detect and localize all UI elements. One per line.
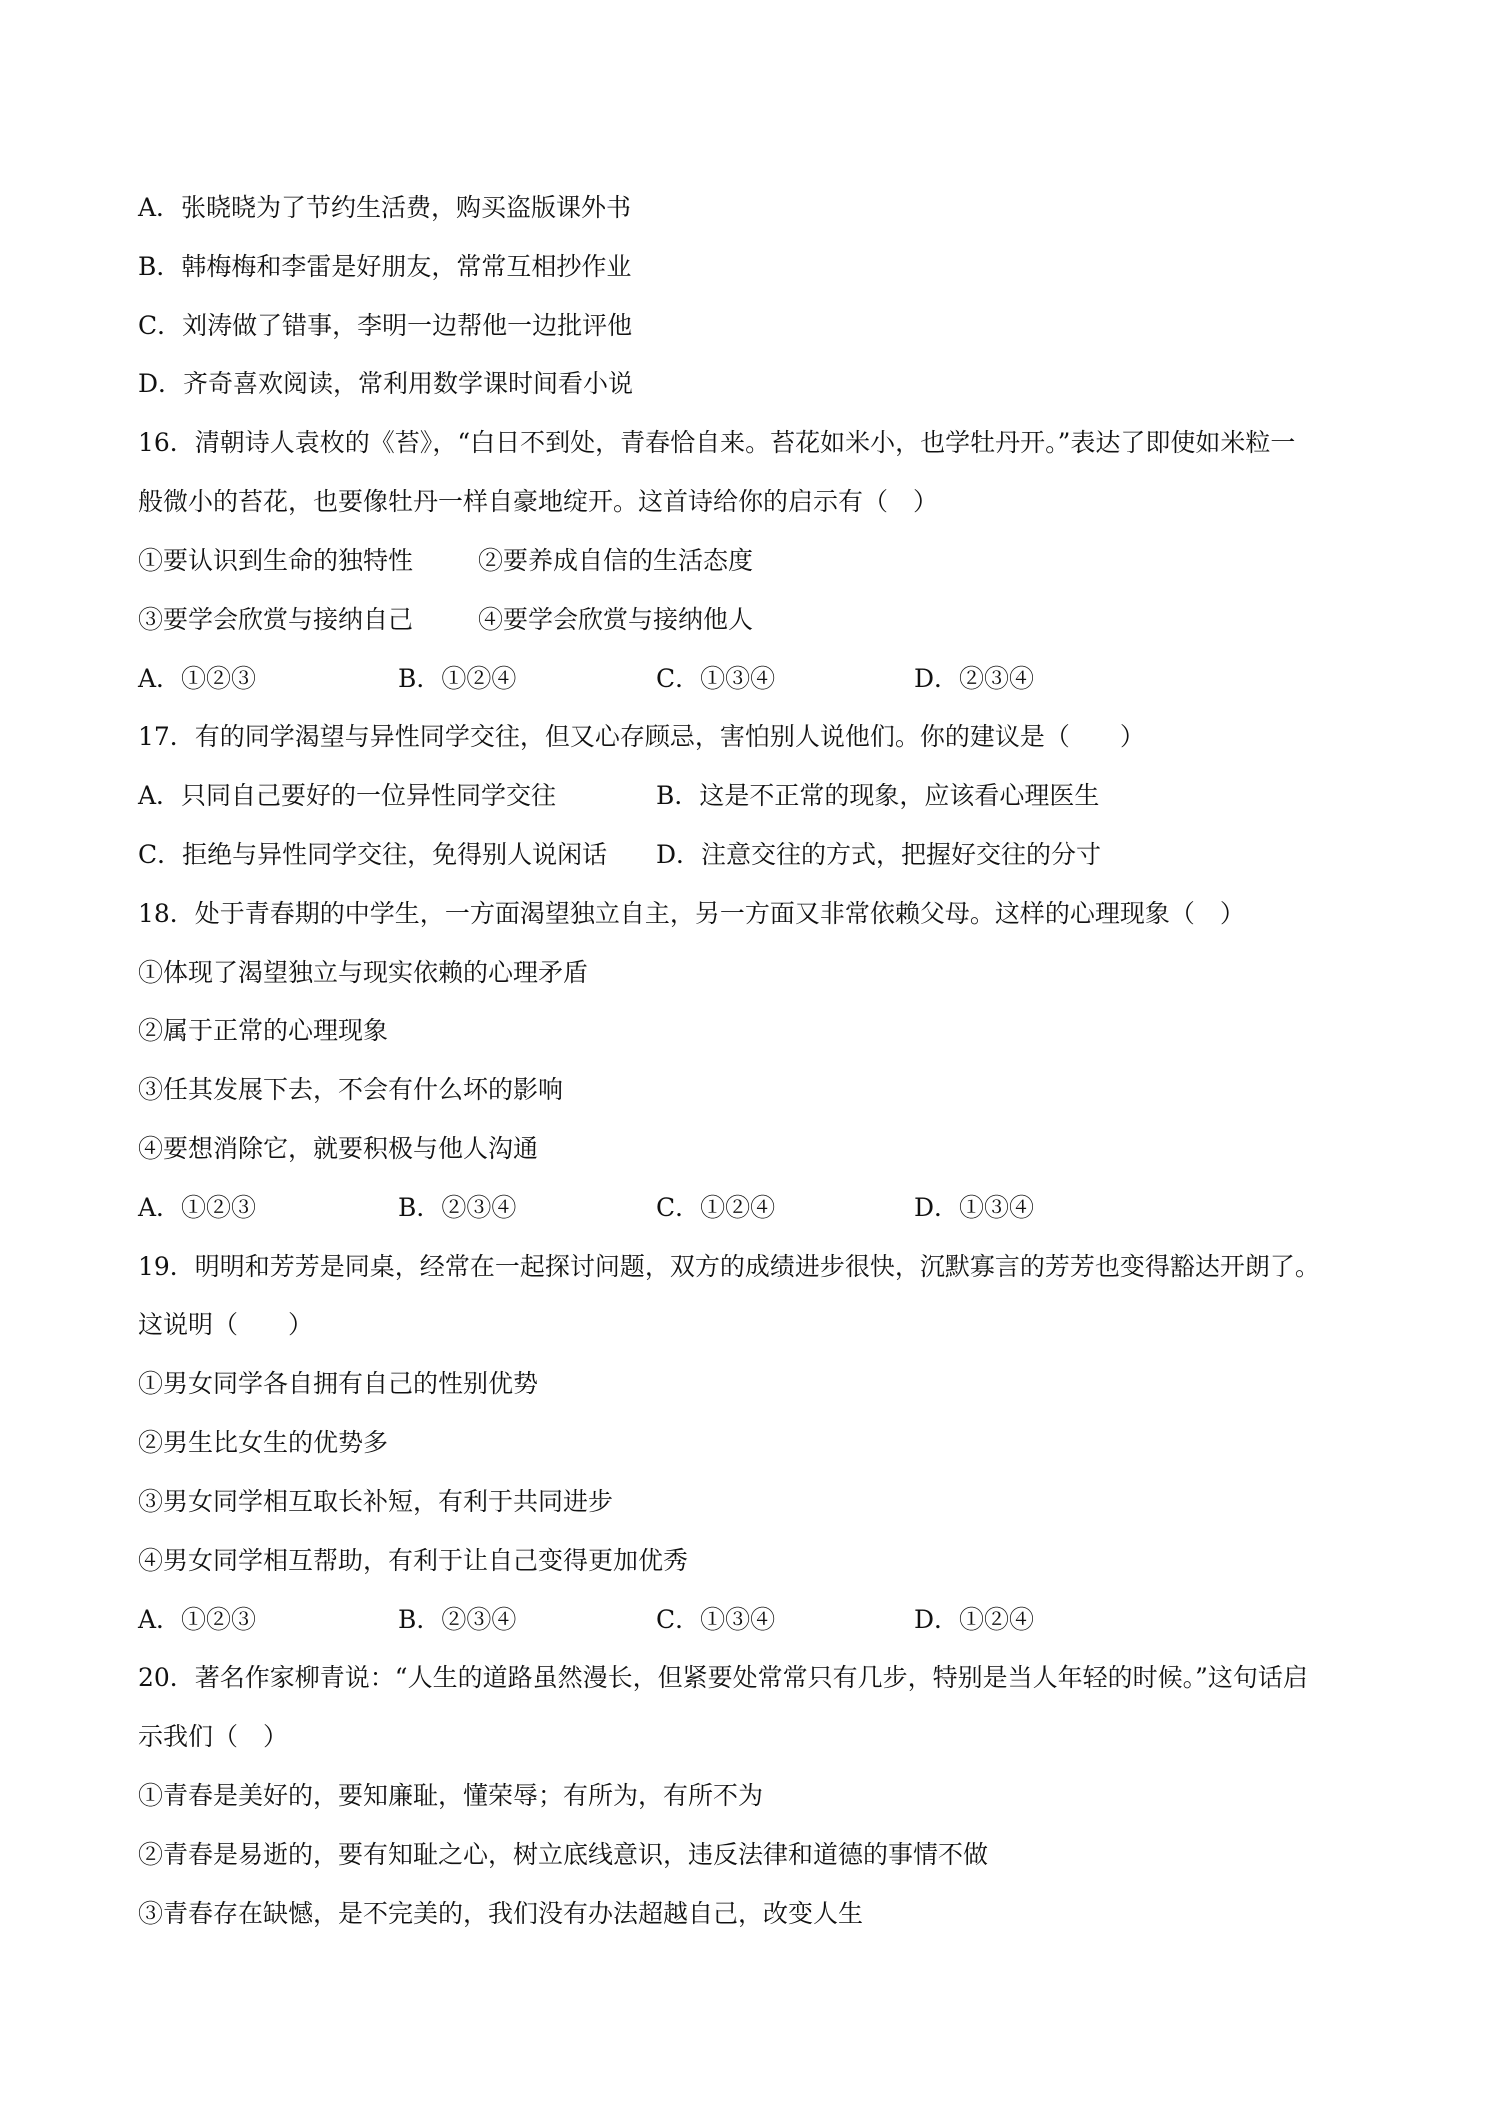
q19-option-d: D．①②④ <box>914 1605 1035 1634</box>
q19-option-c: C．①③④ <box>656 1605 776 1634</box>
q16-statement-2: ②要养成自信的生活态度 <box>478 546 754 575</box>
q19-option-b: B．②③④ <box>398 1605 517 1634</box>
q20-stem-line2: 示我们（ ） <box>138 1722 289 1751</box>
q17-option-c: C．拒绝与异性同学交往，免得别人说闲话 <box>138 840 608 869</box>
q19-stem-line2: 这说明（ ） <box>138 1310 314 1339</box>
q16-option-d: D．②③④ <box>914 664 1035 693</box>
q17-option-d: D．注意交往的方式，把握好交往的分寸 <box>656 840 1102 869</box>
q18-stem: 18．处于青春期的中学生，一方面渴望独立自主，另一方面又非常依赖父母。这样的心理现象（ ） <box>138 899 1245 928</box>
q16-stem-line2: 般微小的苔花，也要像牡丹一样自豪地绽开。这首诗给你的启示有（ ） <box>138 487 939 516</box>
q17-stem: 17．有的同学渴望与异性同学交往，但又心存顾忌，害怕别人说他们。你的建议是（ ） <box>138 722 1145 751</box>
q19-option-a: A．①②③ <box>138 1605 257 1634</box>
q18-statement-4: ④要想消除它，就要积极与他人沟通 <box>138 1134 539 1163</box>
q20-stem-line1: 20．著名作家柳青说：“人生的道路虽然漫长，但紧要处常常只有几步，特别是当人年轻的时候。”这句话启 <box>138 1663 1308 1692</box>
q18-statement-2: ②属于正常的心理现象 <box>138 1016 389 1045</box>
q16-stem-line1: 16．清朝诗人袁枚的《苔》，“白日不到处，青春恰自来。苔花如米小，也学牡丹开。”表达了即使如米粒一 <box>138 428 1296 457</box>
q17-option-a: A．只同自己要好的一位异性同学交往 <box>138 781 557 810</box>
q20-statement-3: ③青春存在缺憾，是不完美的，我们没有办法超越自己，改变人生 <box>138 1899 864 1928</box>
q15-option-b: B．韩梅梅和李雷是好朋友，常常互相抄作业 <box>138 252 632 281</box>
q16-option-b: B．①②④ <box>398 664 517 693</box>
q15-option-c: C．刘涛做了错事，李明一边帮他一边批评他 <box>138 311 633 340</box>
q19-statement-3: ③男女同学相互取长补短，有利于共同进步 <box>138 1487 614 1516</box>
q15-option-d: D．齐奇喜欢阅读，常利用数学课时间看小说 <box>138 369 634 398</box>
q20-statement-1: ①青春是美好的，要知廉耻，懂荣辱；有所为，有所不为 <box>138 1781 764 1810</box>
q16-statement-3: ③要学会欣赏与接纳自己 <box>138 605 414 634</box>
q19-stem-line1: 19．明明和芳芳是同桌，经常在一起探讨问题，双方的成绩进步很快，沉默寡言的芳芳也变得豁达开朗了。 <box>138 1252 1320 1281</box>
q16-option-c: C．①③④ <box>656 664 776 693</box>
q18-option-b: B．②③④ <box>398 1193 517 1222</box>
q16-statement-4: ④要学会欣赏与接纳他人 <box>478 605 754 634</box>
q18-statement-3: ③任其发展下去，不会有什么坏的影响 <box>138 1075 564 1104</box>
q16-option-a: A．①②③ <box>138 664 257 693</box>
q15-option-a: A．张晓晓为了节约生活费，购买盗版课外书 <box>138 193 632 222</box>
q16-statement-1: ①要认识到生命的独特性 <box>138 546 414 575</box>
q20-statement-2: ②青春是易逝的，要有知耻之心，树立底线意识，违反法律和道德的事情不做 <box>138 1840 989 1869</box>
q19-statement-2: ②男生比女生的优势多 <box>138 1428 389 1457</box>
q18-option-d: D．①③④ <box>914 1193 1035 1222</box>
q18-option-c: C．①②④ <box>656 1193 776 1222</box>
q19-statement-1: ①男女同学各自拥有自己的性别优势 <box>138 1369 539 1398</box>
q18-statement-1: ①体现了渴望独立与现实依赖的心理矛盾 <box>138 958 589 987</box>
q18-option-a: A．①②③ <box>138 1193 257 1222</box>
q19-statement-4: ④男女同学相互帮助，有利于让自己变得更加优秀 <box>138 1546 689 1575</box>
q17-option-b: B．这是不正常的现象，应该看心理医生 <box>656 781 1100 810</box>
